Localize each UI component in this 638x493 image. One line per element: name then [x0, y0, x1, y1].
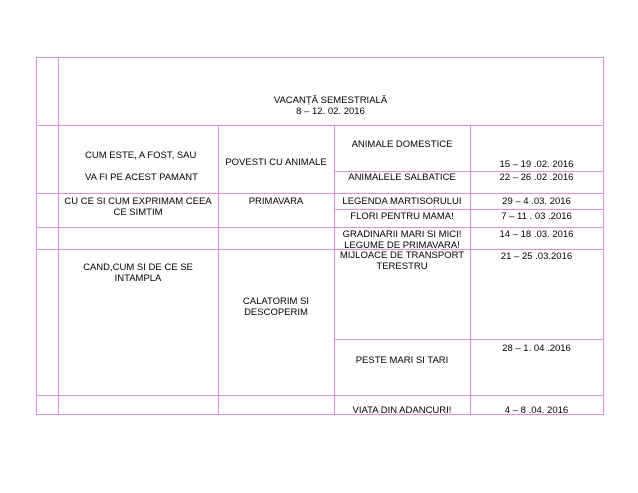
date-cell: 14 – 18 .03. 2016: [499, 229, 574, 240]
row-divider: [36, 227, 604, 228]
topic-cell: VIATA DIN ADANCURI!: [352, 405, 452, 416]
theme-title: CUM ESTE, A FOST, SAU: [85, 150, 197, 161]
vacation-dates: 8 – 12. 02. 2016: [296, 106, 365, 117]
theme-title: CU CE SI CUM EXPRIMAM CEEA: [64, 196, 212, 207]
cell-divider: [334, 339, 604, 340]
row-divider: [36, 125, 604, 126]
date-cell: 15 – 19 .02. 2016: [499, 159, 574, 170]
theme-title: VA FI PE ACEST PAMANT: [85, 172, 198, 183]
topic-cell: LEGENDA MARTISORULUI: [342, 196, 462, 207]
date-cell: 21 – 25 .03.2016: [500, 251, 573, 262]
topic-cell: TERESTRU: [376, 261, 428, 272]
theme-title: INTAMPLA: [114, 273, 162, 284]
border-right: [603, 57, 604, 415]
topic-cell: PESTE MARI SI TARI: [355, 355, 449, 366]
project-title: PRIMAVARA: [248, 196, 304, 207]
topic-cell: FLORI PENTRU MAMA!: [350, 211, 454, 222]
theme-title: CE SIMTIM: [113, 207, 163, 218]
date-cell: 22 – 26 .02 .2016: [499, 172, 574, 183]
theme-title: CAND,CUM SI DE CE SE: [83, 262, 193, 273]
date-cell: 28 – 1. 04 .2016: [502, 343, 571, 354]
border-left: [36, 57, 37, 415]
row-divider: [36, 395, 604, 396]
column-divider: [218, 125, 219, 415]
row-divider: [36, 193, 604, 194]
topic-cell: LEGUME DE PRIMAVARA!: [344, 240, 460, 251]
topic-cell: MIJLOACE DE TRANSPORT: [339, 250, 465, 261]
project-title: CALATORIM SI: [242, 296, 310, 307]
topic-cell: ANIMALE DOMESTICE: [351, 139, 453, 150]
project-title: DESCOPERIM: [244, 307, 308, 318]
date-cell: 7 – 11 . 03 .2016: [501, 211, 572, 222]
vacation-title: VACANȚĂ SEMESTRIALĂ: [273, 95, 388, 106]
row-divider: [36, 249, 604, 250]
project-title: POVESTI CU ANIMALE: [225, 157, 327, 168]
date-cell: 29 – 4 .03. 2016: [502, 196, 571, 207]
topic-cell: GRADINARII MARI SI MICI!: [342, 229, 462, 240]
border-top: [36, 57, 604, 58]
date-cell: 4 – 8 .04. 2016: [504, 405, 569, 416]
cell-divider: [334, 209, 604, 210]
topic-cell: ANIMALELE SALBATICE: [348, 172, 456, 183]
